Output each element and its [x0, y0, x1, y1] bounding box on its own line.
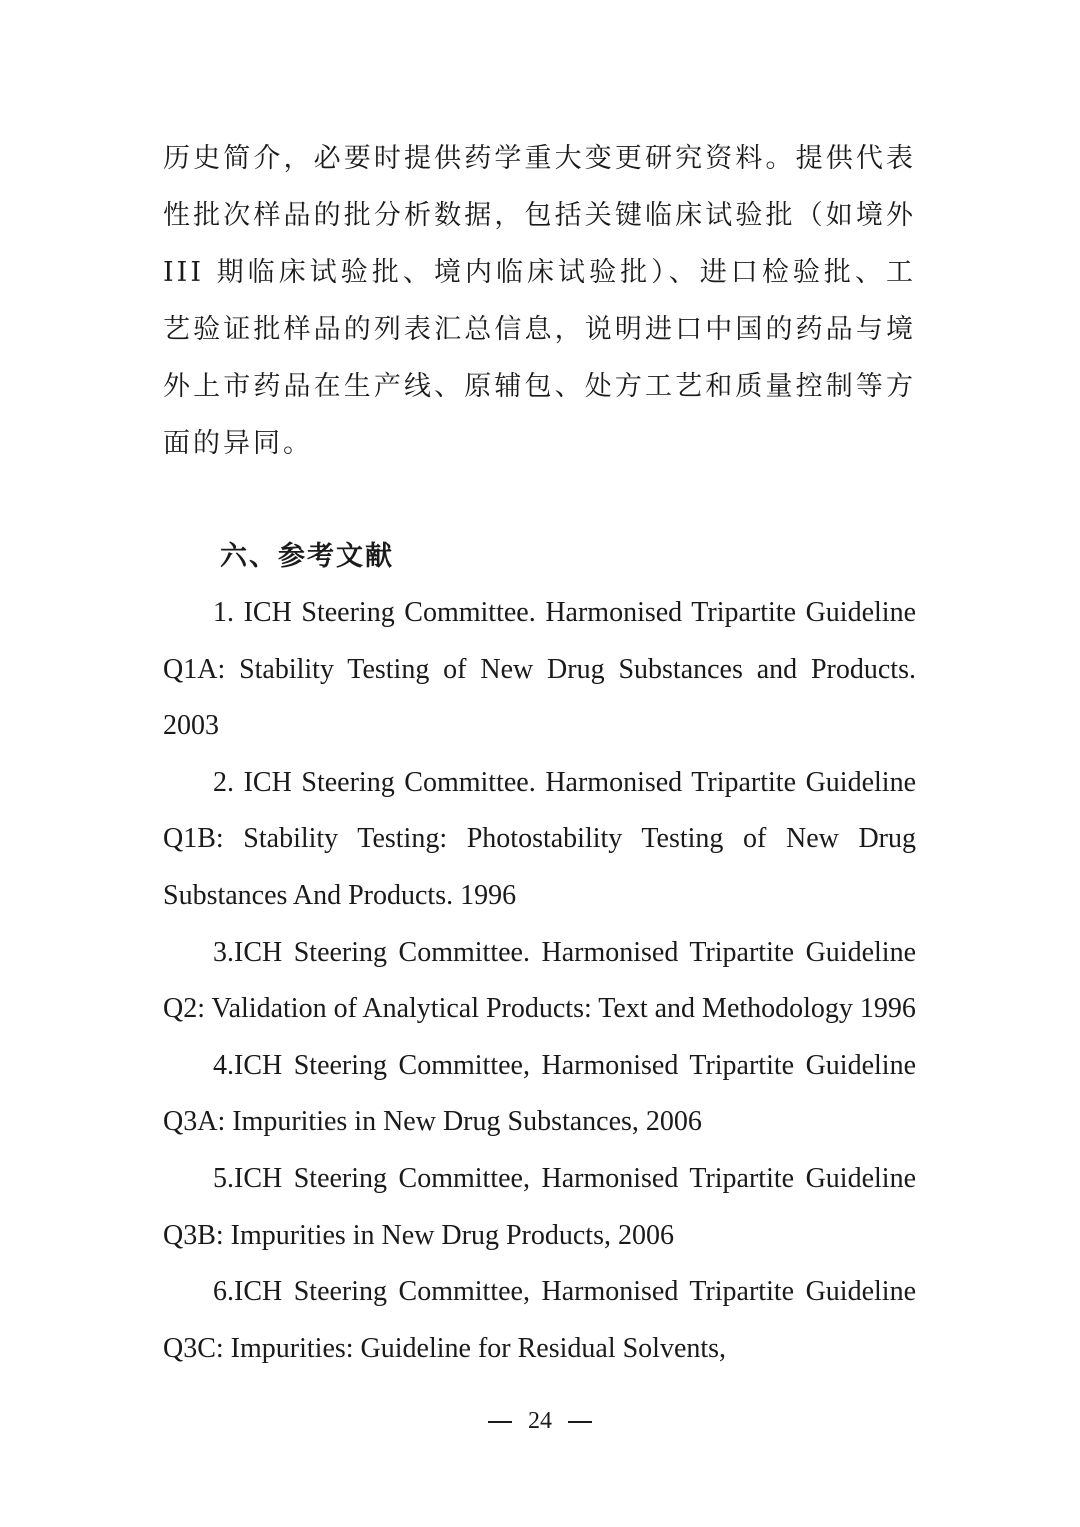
page-footer	[0, 1403, 1080, 1439]
reference-item: 3.ICH Steering Committee. Harmonised Tripartite Guideline Q2: Validation of Analytical Products: Text and Methodology 1996	[163, 936, 916, 1025]
reference-item: 1. ICH Steering Committee. Harmonised Tripartite Guideline Q1A: Stability Testing of New Drug Substances and Products. 2003	[163, 597, 916, 742]
reference-item: 4.ICH Steering Committee, Harmonised Tripartite Guideline Q3A: Impurities in New Drug Substances, 2006	[163, 1049, 916, 1138]
reference-item: 2. ICH Steering Committee. Harmonised Tripartite Guideline Q1B: Stability Testing: Photostability Testing of New Drug Substances And Products. 1996	[163, 766, 916, 911]
body-paragraph: 历史简介，必要时提供药学重大变更研究资料。提供代表性批次样品的批分析数据，包括关键临床试验批（如境外 III 期临床试验批、境内临床试验批）、进口检验批、工艺验证批样品的列表汇总信息，说明进口中国的药品与境外上市药品在生产线、原辅包、处方工艺和质量控制等方面的异同。	[163, 143, 916, 459]
reference-item: 6.ICH Steering Committee, Harmonised Tripartite Guideline Q3C: Impurities: Guideline for Residual Solvents,	[163, 1276, 916, 1364]
footer-dash-left	[488, 1421, 512, 1423]
reference-item: 5.ICH Steering Committee, Harmonised Tripartite Guideline Q3B: Impurities in New Drug Products, 2006	[163, 1162, 916, 1251]
document-page	[163, 130, 916, 1377]
page-number: 24	[528, 1408, 552, 1434]
footer-dash-right	[568, 1421, 592, 1423]
reference-list	[163, 585, 916, 1377]
section-heading-references: 六、参考文献	[220, 541, 394, 572]
